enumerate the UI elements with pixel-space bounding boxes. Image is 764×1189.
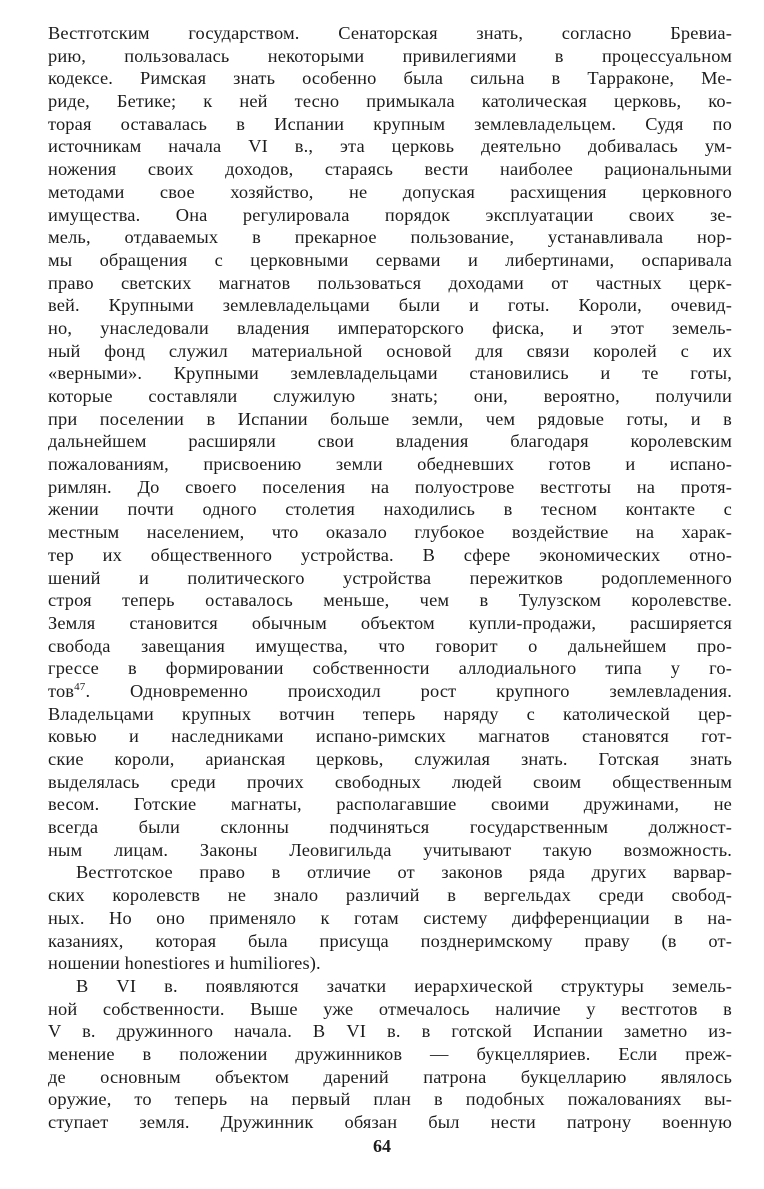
text-line: при поселении в Испании больше земли, чем рядовые готы, и в <box>48 408 732 429</box>
footnote-reference: 47 <box>74 680 86 693</box>
text-line: V в. дружинного начала. В VI в. в готской Испании заметно из- <box>48 1021 732 1042</box>
text-line: право светских магнатов пользоваться доходами от частных церк- <box>48 272 732 293</box>
text-line: жении почти одного столетия находились в тесном контакте с <box>48 499 732 520</box>
text-line: Земля становится обычным объектом купли-продажи, расширяется <box>48 612 732 633</box>
paragraph-1 <box>48 22 732 861</box>
text-line: имущества. Она регулировала порядок эксплуатации своих зе- <box>48 204 732 225</box>
text-line: Вестготское право в отличие от законов ряда других варвар- <box>76 862 732 883</box>
text-line: «верными». Крупными землевладельцами становились и те готы, <box>48 363 732 384</box>
body-text <box>48 22 732 1134</box>
text-line: Вестготским государством. Сенаторская знать, согласно Бревиа- <box>48 23 732 43</box>
text-line: мель, отдаваемых в прекарное пользование, устанавливала нор- <box>48 227 732 248</box>
text-line: дальнейшем расширяли свои владения благодаря королевским <box>48 431 732 452</box>
text-line: строя теперь оставалось меньше, чем в Тулузском королевстве. <box>48 590 732 611</box>
text-line: ным лицам. Законы Леовигильда учитывают такую возможность. <box>48 839 732 860</box>
text-line: ных. Но оно применяло к готам систему дифференциации в на- <box>48 907 732 928</box>
text-line: казаниях, которая была присуща позднеримскому праву (в от- <box>48 930 732 951</box>
text-line: весом. Готские магнаты, располагавшие своими дружинами, не <box>48 794 732 815</box>
text-line: ских королевств не знало различий в вергельдах среди свобод- <box>48 885 732 906</box>
text-line: мы обращения с церковными сервами и либертинами, оспаривала <box>48 249 732 270</box>
text-line: ножения своих доходов, стараясь вести наиболее рациональными <box>48 159 732 180</box>
text-line: торая оставалась в Испании крупным землевладельцем. Судя по <box>48 113 732 134</box>
text-line: источникам начала VI в., эта церковь деятельно добивалась ум- <box>48 136 732 157</box>
text-line: ношении honestiores и humiliores). <box>48 953 321 974</box>
text-line: тер их общественного устройства. В сфере экономических отно- <box>48 544 732 565</box>
text-line: де основным объектом дарений патрона букцелларию являлось <box>48 1066 732 1087</box>
text-line: ские короли, арианская церковь, служилая знать. Готская знать <box>48 749 732 769</box>
text-line: шений и политического устройства пережитков родоплеменного <box>48 567 732 588</box>
text-line: ной собственности. Выше уже отмечалось наличие у вестготов в <box>48 998 732 1019</box>
text-line: всегда были склонны подчиняться государственным должност- <box>48 817 732 838</box>
text-line: оружие, то теперь на первый план в подобных пожалованиях вы- <box>48 1089 732 1110</box>
text-line: рию, пользовалась некоторыми привилегиями в процессуальном <box>48 45 732 66</box>
text-line: грессе в формировании собственности аллодиального типа у го- <box>48 658 732 679</box>
text-line: методами свое хозяйство, не допуская расхищения церковного <box>48 181 732 202</box>
text-fragment: . Одновременно происходил рост крупного землевладения. <box>85 680 732 701</box>
text-line: ступает земля. Дружинник обязан был нести патрону военную <box>48 1112 732 1132</box>
text-line: кодексе. Римская знать особенно была сильна в Тарраконе, Ме- <box>48 68 732 89</box>
text-line: вей. Крупными землевладельцами были и готы. Короли, очевид- <box>48 295 732 316</box>
text-line: свобода завещания имущества, что говорит о дальнейшем про- <box>48 635 732 656</box>
text-line: менение в положении дружинников — букцелляриев. Если преж- <box>48 1043 732 1064</box>
paragraph-3 <box>48 975 732 1134</box>
text-fragment: тов <box>48 680 75 701</box>
text-line: но, унаследовали владения императорского фиска, и этот земель- <box>48 317 732 338</box>
text-line: ковью и наследниками испано-римских магнатов становятся гот- <box>48 726 732 747</box>
paragraph-2 <box>48 861 732 974</box>
text-line: ный фонд служил материальной основой для связи королей с их <box>48 340 732 361</box>
page-number: 64 <box>373 1136 391 1156</box>
text-line: выделялась среди прочих свободных людей своим общественным <box>48 771 732 792</box>
text-line: которые составляли служилую знать; они, вероятно, получили <box>48 386 732 406</box>
text-line: риде, Бетике; к ней тесно примыкала католическая церковь, ко- <box>48 91 732 112</box>
text-line-with-footnote <box>48 680 732 703</box>
text-line: Владельцами крупных вотчин теперь наряду с католической цер- <box>48 703 732 724</box>
text-line: местным населением, что оказало глубокое воздействие на харак- <box>48 522 732 543</box>
text-line: римлян. До своего поселения на полуострове вестготы на протя- <box>48 476 732 497</box>
text-line: пожалованиям, присвоению земли обедневших готов и испано- <box>48 454 732 475</box>
text-line: В VI в. появляются зачатки иерархической структуры земель- <box>76 975 732 996</box>
